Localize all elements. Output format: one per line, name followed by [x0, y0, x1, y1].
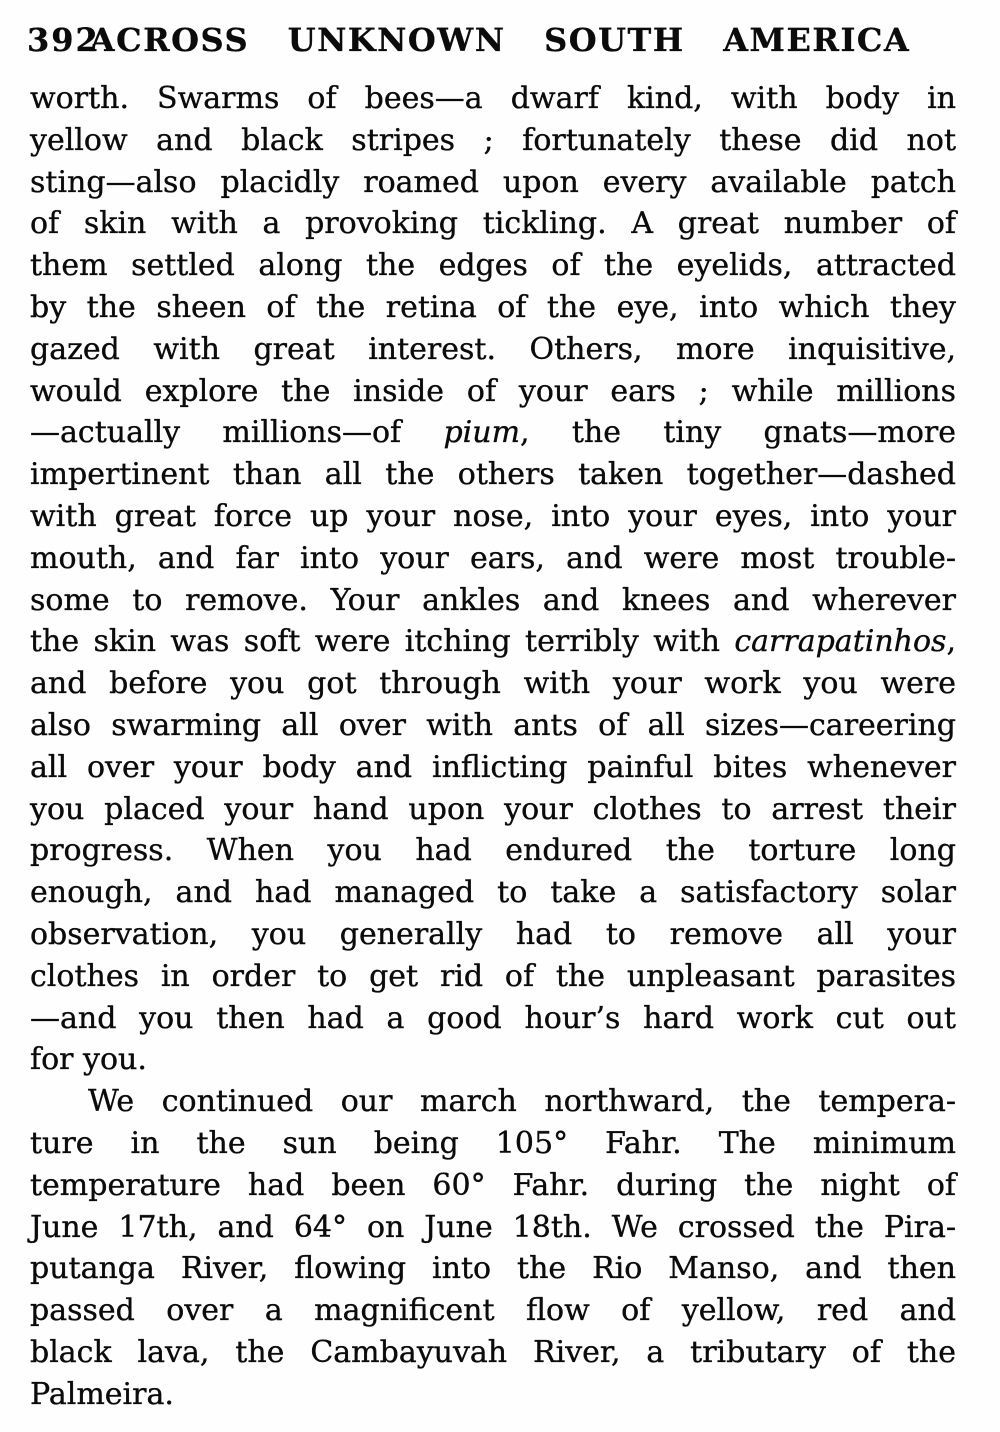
text-segment: clothes in order to get rid of the unpleasant parasites	[30, 958, 956, 994]
page-header	[0, 0, 1000, 61]
text-line	[30, 1248, 956, 1290]
text-segment: also swarming all over with ants of all sizes—careering	[30, 707, 956, 743]
text-segment: —and you then had a good hour’s hard work cut out	[30, 1000, 956, 1036]
text-line	[30, 872, 956, 914]
text-line	[30, 621, 956, 663]
text-segment: them settled along the edges of the eyelids, attracted	[30, 248, 956, 284]
text-segment: for you.	[30, 1042, 147, 1078]
text-line	[30, 914, 956, 956]
text-line	[30, 747, 956, 789]
text-segment: ,	[946, 624, 956, 660]
text-segment: black lava, the Cambayuvah River, a tributary of the	[30, 1334, 956, 1370]
text-body	[0, 61, 1000, 1416]
text-segment: the skin was soft were itching terribly with	[30, 624, 735, 660]
text-line	[30, 538, 956, 580]
text-line	[30, 789, 956, 831]
italic-term: carrapatinhos	[734, 624, 947, 660]
text-line	[30, 78, 956, 120]
text-line	[30, 663, 956, 705]
text-line	[30, 162, 956, 204]
text-segment: of skin with a provoking tickling. A great number of	[30, 206, 956, 242]
text-line	[30, 830, 956, 872]
text-segment: June 17th, and 64° on June 18th. We crossed the Pira-	[30, 1209, 956, 1245]
text-segment: by the sheen of the retina of the eye, into which they	[30, 289, 956, 325]
text-segment: progress. When you had endured the torture long	[30, 833, 956, 869]
text-segment: ture in the sun being 105° Fahr. The minimum	[30, 1125, 956, 1161]
italic-term: pium	[443, 415, 521, 451]
text-segment: you placed your hand upon your clothes to arrest their	[30, 791, 956, 827]
text-segment: temperature had been 60° Fahr. during the night of	[30, 1167, 956, 1203]
text-segment: some to remove. Your ankles and knees and wherever	[30, 582, 956, 618]
text-line	[30, 956, 956, 998]
text-segment: observation, you generally had to remove all your	[30, 916, 956, 952]
text-segment: We continued our march northward, the tempera-	[88, 1084, 956, 1120]
text-segment: would explore the inside of your ears ; while millions	[30, 373, 956, 409]
text-line	[30, 120, 956, 162]
text-segment: —actually millions—of	[30, 415, 444, 451]
text-segment: mouth, and far into your ears, and were most trouble-	[30, 540, 956, 576]
text-line	[30, 203, 956, 245]
text-segment: sting—also placidly roamed upon every available patch	[30, 164, 956, 200]
text-line	[30, 245, 956, 287]
text-line	[30, 1123, 956, 1165]
text-line	[30, 705, 956, 747]
text-segment: gazed with great interest. Others, more inquisitive,	[30, 331, 956, 367]
text-segment: worth. Swarms of bees—a dwarf kind, with body in	[30, 81, 956, 116]
text-segment: all over your body and inflicting painful bites whenever	[30, 749, 956, 785]
text-segment: enough, and had managed to take a satisfactory solar	[30, 875, 956, 911]
text-segment: impertinent than all the others taken together—dashed	[30, 457, 956, 493]
text-line	[30, 1165, 956, 1207]
text-line	[30, 580, 956, 622]
text-segment: passed over a magnificent flow of yellow, red and	[30, 1293, 956, 1329]
text-segment: with great force up your nose, into your eyes, into your	[30, 498, 956, 534]
text-segment: yellow and black stripes ; fortunately these did not	[30, 122, 956, 158]
text-segment: Palmeira.	[30, 1376, 174, 1412]
text-line	[30, 1081, 956, 1123]
text-line	[30, 1207, 956, 1249]
running-title: ACROSS UNKNOWN SOUTH AMERICA	[89, 21, 911, 59]
text-line	[30, 1374, 956, 1416]
text-segment: and before you got through with your work you were	[30, 666, 956, 702]
text-line	[30, 412, 956, 454]
page-number: 392	[27, 21, 100, 59]
text-line	[30, 454, 956, 496]
text-segment: , the tiny gnats—more	[520, 415, 956, 451]
text-line	[30, 287, 956, 329]
text-line	[30, 329, 956, 371]
text-line	[30, 496, 956, 538]
text-line	[30, 1332, 956, 1374]
text-segment: putanga River, flowing into the Rio Manso, and then	[30, 1251, 956, 1287]
text-line	[30, 998, 956, 1040]
text-line	[30, 1290, 956, 1332]
text-line	[30, 371, 956, 413]
text-line	[30, 1039, 956, 1081]
